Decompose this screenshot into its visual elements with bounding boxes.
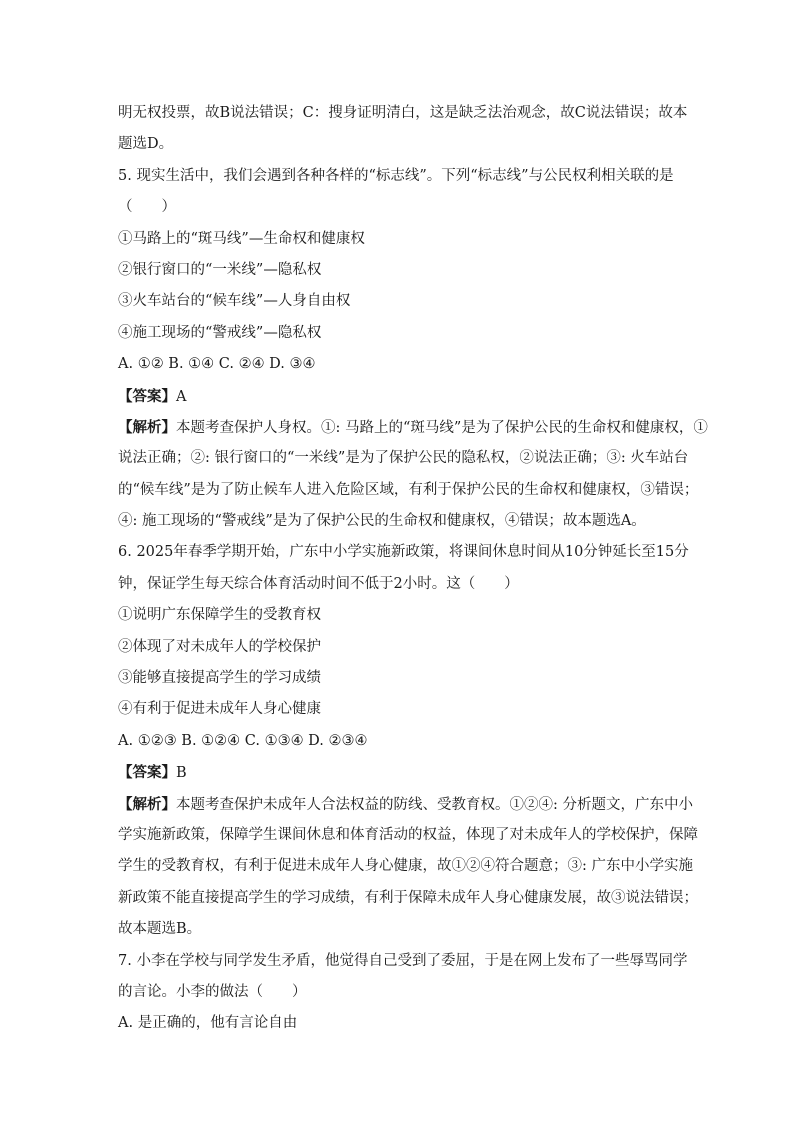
text-line [118, 506, 698, 537]
text-line [118, 129, 698, 160]
line-text: B [176, 765, 187, 782]
line-text: 题选D。 [118, 136, 174, 153]
option-item [118, 632, 698, 663]
line-text: （ ） [118, 199, 176, 216]
text-line [118, 820, 698, 851]
line-text: ④: 施工现场的“警戒线”是为了保护公民的生命权和健康权，④错误；故本题选A。 [118, 513, 646, 530]
text-line [118, 443, 698, 474]
question-7-stem [118, 946, 698, 977]
analysis-tag: 【解析】 [118, 795, 176, 813]
question-5-stem [118, 161, 698, 192]
line-text: A. 是正确的，他有言论自由 [118, 1015, 298, 1032]
line-text: 的言论。小李的做法（ ） [118, 983, 307, 1000]
line-text: ④有利于促进未成年人身心健康 [118, 701, 321, 718]
line-text: A [176, 388, 187, 405]
answer-choices [118, 726, 698, 757]
line-text: A. ①② B. ①④ C. ②④ D. ③④ [118, 356, 316, 373]
line-text: ②体现了对未成年人的学校保护 [118, 638, 321, 655]
line-text: 5. 现实生活中，我们会遇到各种各样的“标志线”。下列“标志线”与公民权利相关联的是 [118, 167, 674, 184]
analysis-line [118, 789, 698, 820]
line-text: 钟，保证学生每天综合体育活动时间不低于2小时。这（ ） [118, 575, 519, 592]
line-text: 说法正确；②: 银行窗口的“一米线”是为了保护公民的隐私权，②说法正确；③: 火车站台 [118, 450, 689, 467]
analysis-line [118, 412, 708, 443]
answer-tag: 【答案】 [118, 764, 176, 782]
option-item [118, 255, 698, 286]
line-text: ②银行窗口的“一米线”—隐私权 [118, 261, 322, 278]
line-text: 学实施新政策，保障学生课间休息和体育活动的权益，体现了对未成年人的学校保护，保障 [118, 826, 698, 843]
document-page [118, 98, 708, 1040]
option-item [118, 663, 698, 694]
option-item [118, 694, 698, 725]
line-text: 故本题选B。 [118, 921, 202, 938]
line-text: 本题考查保护人身权。①: 马路上的“斑马线”是为了保护公民的生命权和健康权，① [176, 419, 708, 436]
text-line [118, 914, 698, 945]
question-6-stem [118, 537, 698, 568]
line-text: ①马路上的“斑马线”—生命权和健康权 [118, 230, 365, 247]
line-text: 新政策不能直接提高学生的学习成绩，有利于保障未成年人身心健康发展，故③说法错误； [118, 889, 698, 906]
line-text: ③能够直接提高学生的学习成绩 [118, 670, 321, 687]
answer-line [118, 381, 698, 412]
line-text: A. ①②③ B. ①②④ C. ①③④ D. ②③④ [118, 732, 368, 749]
answer-choices [118, 349, 698, 380]
text-line [118, 569, 698, 600]
text-line [118, 977, 698, 1008]
analysis-tag: 【解析】 [118, 418, 176, 436]
line-text: 6. 2025年春季学期开始，广东中小学实施新政策，将课间休息时间从10分钟延长至15分 [118, 544, 689, 561]
line-text: 学生的受教育权，有利于促进未成年人身心健康，故①②④符合题意；③: 广东中小学实施 [118, 858, 693, 875]
option-item [118, 1008, 698, 1039]
line-text: 明无权投票，故B说法错误；C：搜身证明清白，这是缺乏法治观念，故C说法错误；故本 [118, 105, 688, 121]
line-text: ③火车站台的“候车线”—人身自由权 [118, 293, 351, 310]
option-item [118, 286, 698, 317]
option-item [118, 600, 698, 631]
text-line [118, 851, 698, 882]
option-item [118, 224, 698, 255]
option-item [118, 318, 698, 349]
line-text: 的“候车线”是为了防止候车人进入危险区域，有利于保护公民的生命权和健康权，③错误； [118, 481, 699, 498]
line-text: ④施工现场的“警戒线”—隐私权 [118, 324, 322, 341]
text-line [118, 475, 698, 506]
text-line [118, 883, 698, 914]
answer-line [118, 757, 698, 788]
line-text: 本题考查保护未成年人合法权益的防线、受教育权。①②④: 分析题文，广东中小 [176, 796, 693, 813]
text-line [118, 192, 698, 223]
answer-tag: 【答案】 [118, 387, 176, 405]
text-line [118, 98, 698, 129]
line-text: ①说明广东保障学生的受教育权 [118, 607, 321, 624]
line-text: 7. 小李在学校与同学发生矛盾，他觉得自己受到了委屈，于是在网上发布了一些辱骂同学 [118, 952, 688, 969]
